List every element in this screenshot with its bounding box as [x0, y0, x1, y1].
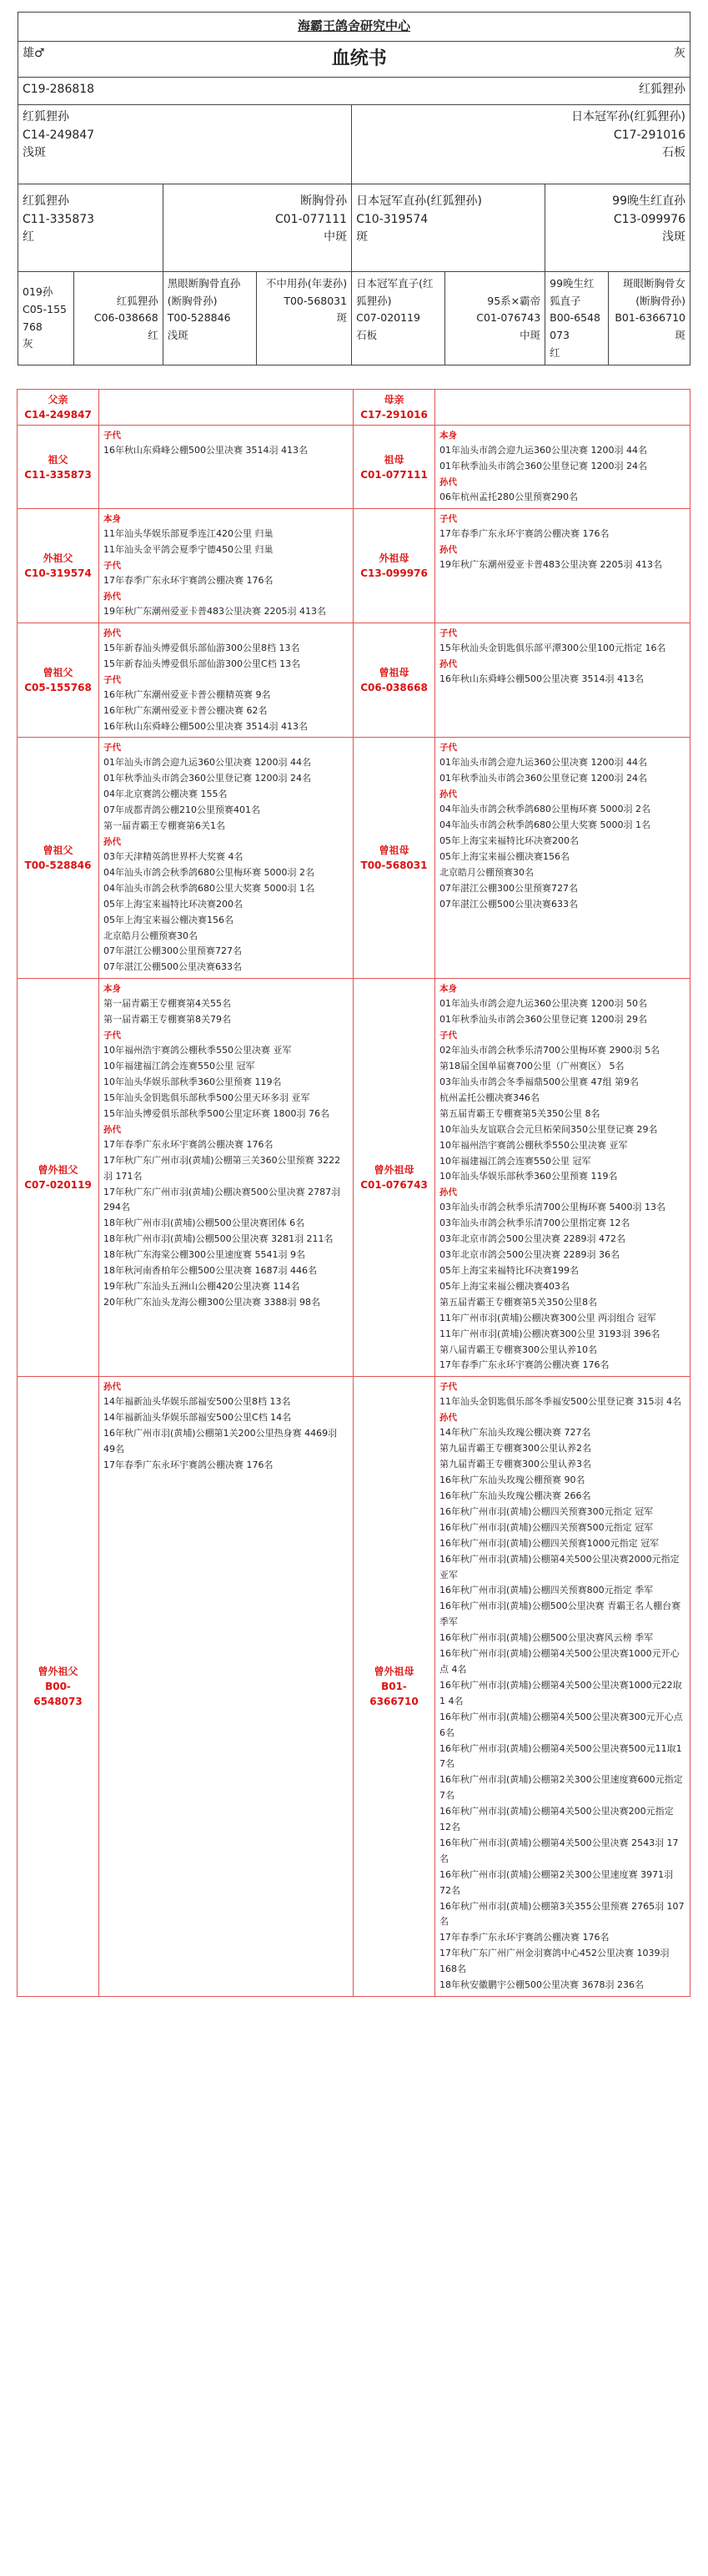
relation-label: 祖母	[384, 453, 404, 466]
sire-strain: 红狐狸孙	[23, 110, 69, 124]
record-line: 16年秋广州市羽(黄埔)公棚第4关500公里决赛200元指定 12名	[439, 1806, 674, 1833]
record-line: 18年秋河南香柏年公棚500公里决赛 1687羽 446名	[103, 1265, 317, 1277]
record-section-label: 子代	[439, 514, 457, 525]
record-line: 05年上海宝来福特比环决赛199名	[439, 1265, 579, 1277]
race-records-table	[17, 389, 690, 1997]
record-line: 01年秋季汕头市鸽会360公里登记赛 1200羽 29名	[439, 1014, 647, 1026]
record-line: 07年湛江公棚300公里预赛727名	[103, 945, 242, 957]
record-line: 20年秋广东汕头龙海公棚300公里决赛 3388羽 98名	[103, 1296, 320, 1308]
record-line: 16年秋广州市羽(黄埔)公棚第4关500公里决赛 2543羽 17名	[439, 1837, 679, 1864]
pedigree-chart	[18, 12, 690, 365]
great-grandparent-4	[256, 272, 351, 365]
paternal-grandsire-ring: C11-335873	[23, 212, 95, 226]
record-line: 17年春季广东永环宇赛鸽公棚决赛 176名	[103, 1138, 274, 1150]
record-line: 10年汕头华娱乐部秋季360公里预赛 119名	[103, 1076, 282, 1088]
record-line: 16年秋广州市羽(黄埔)公棚500公里决赛风云榜 季军	[439, 1632, 654, 1644]
dam-ring: C17-291016	[613, 128, 685, 142]
record-line: 19年秋广东潮州爱亚卡普483公里决赛 2205羽 413名	[103, 605, 326, 617]
record-section-label: 子代	[439, 628, 457, 638]
record-line: 10年福建福江鸽会连赛550公里 冠军	[103, 1061, 255, 1072]
relation-ring: C01-077111	[360, 468, 428, 481]
relation-ring: B01-6366710	[369, 1681, 419, 1708]
record-cell	[435, 979, 690, 1377]
record-line: 16年秋广州市羽(黄埔)公棚第4关500公里决赛1000元22取1 4名	[439, 1679, 682, 1706]
record-line: 14年秋广东汕头玫瑰公棚决赛 727名	[439, 1427, 591, 1439]
great-grandparent-8	[608, 272, 690, 365]
relation-ring: C07-020119	[24, 1179, 92, 1192]
record-line: 01年秋季汕头市鸽会360公里登记赛 1200羽 24名	[439, 773, 647, 784]
record-line: 04年汕头市鸽会秋季鸽680公里大奖赛 5000羽 1名	[439, 819, 650, 831]
record-line: 07年湛江公棚300公里预赛727名	[439, 882, 578, 894]
dam-cell	[352, 105, 690, 184]
record-line: 17年秋广东广州广州金羽赛鸽中心452公里决赛 1039羽 168名	[439, 1948, 670, 1975]
record-line: 01年汕头市鸽会迎九运360公里决赛 1200羽 44名	[439, 757, 647, 769]
record-line: 17年春季广东永环宇赛鸽公棚决赛 176名	[439, 1359, 610, 1371]
record-line: 10年汕头友谊联合会元旦柘荣间350公里登记赛 29名	[439, 1123, 658, 1135]
record-line: 05年上海宝来福特比环决赛200名	[103, 898, 243, 910]
record-section-label: 子代	[439, 743, 457, 754]
maternal-granddam-ring: C13-099976	[613, 212, 685, 226]
record-line: 17年春季广东永环宇赛鸽公棚决赛 176名	[439, 528, 610, 540]
record-line: 第一届青霸王专棚赛第4关55名	[103, 998, 231, 1010]
relation-ring: B00-6548073	[33, 1681, 83, 1708]
record-cell	[435, 509, 690, 623]
record-line: 11年汕头金钥匙俱乐部冬季福安500公里登记赛 315羽 4名	[439, 1396, 681, 1408]
relation-cell	[354, 738, 435, 979]
record-line: 第五届青霸王专棚赛第5关350公里 8名	[439, 1107, 600, 1119]
record-line: 05年上海宝来福公棚决赛156名	[439, 851, 570, 863]
relation-ring: C13-099976	[360, 567, 428, 579]
relation-ring: C11-335873	[24, 468, 92, 481]
record-section-label: 子代	[103, 560, 121, 571]
record-line: 17年秋广东广州市羽(黄埔)公棚第三关360公里预赛 3222羽 171名	[103, 1154, 341, 1182]
ggp-strain: 95系×霸帝	[487, 294, 541, 307]
record-line: 北京皓月公棚预赛30名	[103, 930, 198, 941]
record-line: 01年汕头市鸽会迎九运360公里决赛 1200羽 44名	[439, 445, 647, 456]
record-line: 杭州孟托公棚决赛346名	[439, 1091, 540, 1103]
record-line: 第九届青霸王专棚赛300公里认养3名	[439, 1459, 591, 1470]
record-line: 14年福新汕头华娱乐部福安500公里C档 14名	[103, 1412, 292, 1424]
record-section-label: 孙代	[103, 591, 121, 602]
maternal-granddam-strain: 99晚生红直孙	[612, 194, 685, 209]
relation-label: 母亲	[384, 394, 404, 406]
record-line: 07年湛江公棚500公里决赛633名	[439, 898, 578, 910]
relation-ring: C17-291016	[360, 409, 428, 421]
sire-cell	[18, 105, 352, 184]
record-line: 18年秋广州市羽(黄埔)公棚500公里决赛团体 6名	[103, 1217, 305, 1229]
relation-cell	[354, 623, 435, 738]
record-line: 15年新春汕头博爱俱乐部仙游300公里C档 13名	[103, 658, 301, 669]
record-line: 16年秋广州市羽(黄埔)公棚第4关500公里决赛2000元指定 亚军	[439, 1553, 680, 1580]
record-section-label: 子代	[103, 431, 121, 441]
relation-label: 外祖母	[379, 552, 409, 564]
record-section-label: 孙代	[103, 628, 121, 638]
paternal-granddam-cell	[163, 184, 351, 272]
record-line: 07年湛江公棚500公里决赛633名	[103, 961, 242, 973]
ggp-strain: 日本冠军直子(红狐狸孙)	[356, 277, 434, 307]
relation-label: 曾外祖父	[38, 1164, 78, 1177]
relation-cell	[18, 509, 99, 623]
record-cell	[435, 738, 690, 979]
paternal-grandsire-cell	[18, 184, 163, 272]
relation-ring: T00-568031	[360, 860, 428, 872]
record-line: 03年北京市鸽会500公里决赛 2289羽 36名	[439, 1249, 620, 1261]
record-section-label: 孙代	[439, 477, 457, 488]
record-line: 05年上海宝来福公棚决赛403名	[439, 1280, 570, 1292]
relation-ring: C01-076743	[360, 1179, 428, 1192]
great-grandparent-3	[163, 272, 256, 365]
relation-cell	[354, 426, 435, 509]
record-section-label: 本身	[103, 514, 121, 525]
record-line: 第一届青霸王专棚赛第8关79名	[103, 1014, 231, 1026]
organization-name: 海霸王鸽舍研究中心	[18, 13, 690, 42]
record-line: 10年福州浩宇赛鸽公棚秋季550公里决赛 亚军	[103, 1045, 292, 1056]
record-line: 15年汕头金钥匙俱乐部秋季500公里天环多羽 亚军	[103, 1091, 310, 1103]
relation-cell	[18, 390, 99, 426]
relation-cell	[18, 426, 99, 509]
record-line: 03年汕头市鸽会冬季福鼎500公里赛 47组 第9名	[439, 1076, 639, 1088]
record-row	[18, 509, 690, 623]
great-grandparent-6	[445, 272, 545, 365]
great-grandparent-7	[545, 272, 608, 365]
record-line: 16年秋广东潮州爱亚卡普公棚精英赛 9名	[103, 688, 271, 700]
record-line: 11年广州市羽(黄埔)公棚决赛300公里 3193羽 396名	[439, 1328, 660, 1339]
maternal-grandsire-cell	[352, 184, 545, 272]
record-line: 16年秋广东潮州爱亚卡普公棚决赛 62名	[103, 704, 268, 716]
relation-label: 曾祖父	[43, 844, 73, 857]
record-line: 07年成都青鸽公棚210公里预赛401名	[103, 804, 260, 816]
relation-ring: C05-155768	[24, 682, 92, 694]
record-line: 第一届青霸王专棚赛第6关1名	[103, 820, 225, 832]
relation-cell	[18, 738, 99, 979]
color-label: 灰	[674, 47, 685, 60]
relation-label: 曾外祖父	[38, 1666, 78, 1678]
relation-ring: C14-249847	[24, 409, 92, 421]
record-cell	[99, 979, 354, 1377]
record-line: 11年汕头金平鸽会夏季宁德450公里 归巢	[103, 543, 274, 555]
record-line: 17年秋广东广州市羽(黄埔)公棚决赛500公里决赛 2787羽 294名	[103, 1186, 341, 1213]
paternal-granddam-color: 中斑	[324, 230, 348, 244]
record-line: 19年秋广东汕头五洲山公棚420公里决赛 114名	[103, 1280, 300, 1292]
dam-color: 石板	[662, 146, 685, 160]
ggp-strain: 黑眼断胸骨直孙(断胸骨孙)	[167, 277, 241, 307]
ggp-color: 红	[148, 328, 158, 341]
record-line: 16年秋广州市羽(黄埔)公棚第4关500公里决赛1000元开心点 4名	[439, 1648, 680, 1675]
record-section-label: 子代	[439, 1031, 457, 1041]
record-cell	[435, 623, 690, 738]
record-row	[18, 1377, 690, 1997]
great-grandparent-5	[352, 272, 445, 365]
ggp-color: 斑	[336, 311, 348, 325]
paternal-grandsire-color: 红	[23, 230, 34, 244]
record-line: 03年北京市鸽会500公里决赛 2289羽 472名	[439, 1233, 625, 1245]
record-line: 05年上海宝来福特比环决赛200名	[439, 835, 579, 847]
record-section-label: 孙代	[103, 837, 121, 847]
record-line: 18年秋安徽鹏宇公棚500公里决赛 3678羽 236名	[439, 1979, 644, 1991]
record-line: 19年秋广东潮州爱亚卡普483公里决赛 2205羽 413名	[439, 559, 662, 571]
record-cell	[99, 738, 354, 979]
great-grandparent-2	[74, 272, 163, 365]
record-section-label: 孙代	[103, 1124, 121, 1135]
ggp-strain: 不中用孙(年妻孙)	[265, 277, 348, 290]
ggp-color: 斑	[675, 328, 685, 341]
record-line: 15年汕头博爱俱乐部秋季500公里定环赛 1800羽 76名	[103, 1107, 329, 1119]
record-line: 16年秋广东汕头玫瑰公棚预赛 90名	[439, 1475, 585, 1486]
record-row	[18, 738, 690, 979]
record-line: 15年秋汕头金钥匙俱乐部平潭300公里100元指定 16名	[439, 642, 666, 653]
relation-cell	[354, 509, 435, 623]
relation-label: 曾祖母	[379, 844, 409, 857]
record-line: 02年汕头市鸽会秋季乐清700公里梅环赛 2900羽 5名	[439, 1045, 660, 1056]
record-row	[18, 979, 690, 1377]
record-section-label: 本身	[439, 431, 457, 441]
record-section-label: 孙代	[439, 789, 457, 800]
record-line: 04年汕头市鸽会秋季鸽680公里梅环赛 5000羽 2名	[103, 866, 314, 878]
relation-label: 曾祖父	[43, 667, 73, 679]
subject-strain: 红狐狸孙	[639, 83, 685, 97]
record-line: 17年春季广东永环宇赛鸽公棚决赛 176名	[103, 1459, 274, 1471]
maternal-grandsire-color: 斑	[356, 230, 369, 244]
relation-label: 曾祖母	[379, 667, 409, 679]
record-section-label: 孙代	[439, 544, 457, 555]
record-line: 05年上海宝来福公棚决赛156名	[103, 914, 233, 925]
sex-label: 雄♂	[23, 47, 45, 60]
relation-label: 曾外祖母	[374, 1666, 414, 1678]
relation-ring: C10-319574	[24, 567, 92, 579]
subject-pigeon	[18, 78, 690, 105]
record-line: 03年汕头市鸽会秋季乐清700公里指定赛 12名	[439, 1217, 630, 1229]
record-line: 16年秋广州市羽(黄埔)公棚四关预赛800元指定 季军	[439, 1585, 654, 1596]
record-row	[18, 426, 690, 509]
sire-color: 浅斑	[23, 146, 46, 160]
record-line: 01年秋季汕头市鸽会360公里登记赛 1200羽 24名	[439, 461, 647, 472]
record-cell	[99, 390, 354, 426]
record-line: 04年汕头市鸽会秋季鸽680公里梅环赛 5000羽 2名	[439, 804, 650, 815]
relation-cell	[18, 1377, 99, 1997]
record-line: 16年秋广州市羽(黄埔)公棚第2关300公里速度赛 3971羽 72名	[439, 1868, 674, 1896]
relation-cell	[18, 979, 99, 1377]
record-line: 16年秋广州市羽(黄埔)公棚四关预赛300元指定 冠军	[439, 1505, 654, 1517]
record-line: 11年广州市羽(黄埔)公棚决赛300公里 两羽组合 冠军	[439, 1312, 656, 1323]
ggp-color: 浅斑	[167, 328, 188, 341]
record-section-label: 孙代	[103, 1382, 121, 1393]
maternal-granddam-cell	[545, 184, 690, 272]
record-line: 北京皓月公棚预赛30名	[439, 866, 534, 878]
record-line: 16年秋山东舜峰公棚500公里决赛 3514羽 413名	[439, 673, 644, 684]
record-line: 04年北京赛鸽公棚决赛 155名	[103, 789, 228, 800]
record-cell	[435, 1377, 690, 1997]
relation-label: 外祖父	[43, 552, 73, 564]
document-title: 血统书	[331, 48, 387, 69]
record-line: 10年汕头华娱乐部秋季360公里预赛 119名	[439, 1171, 618, 1182]
record-line: 第18届全国单届赛700公里（广州赛区） 5名	[439, 1061, 625, 1072]
record-line: 03年天津精英鸽世界杯大奖赛 4名	[103, 851, 244, 863]
record-line: 01年汕头市鸽会迎九运360公里决赛 1200羽 44名	[103, 757, 311, 769]
ggp-strain: 红狐狸孙	[116, 294, 158, 307]
record-row	[18, 390, 690, 426]
record-section-label: 子代	[103, 1031, 121, 1041]
record-cell	[435, 390, 690, 426]
record-line: 第五届青霸王专棚赛第5关350公里8名	[439, 1296, 597, 1308]
record-line: 16年秋广州市羽(黄埔)公棚第2关300公里速度赛600元指定 7名	[439, 1774, 683, 1802]
maternal-grandsire-strain: 日本冠军直孙(红狐狸孙)	[356, 194, 483, 209]
record-line: 01年秋季汕头市鸽会360公里登记赛 1200羽 24名	[103, 773, 311, 784]
ggp-strain: 019孙	[23, 285, 53, 299]
paternal-granddam-strain: 断胸骨孙	[300, 194, 348, 209]
ggp-color: 灰	[23, 337, 33, 350]
record-line: 01年汕头市鸽会迎九运360公里决赛 1200羽 50名	[439, 998, 647, 1010]
record-line: 17年春季广东永环宇赛鸽公棚决赛 176名	[103, 574, 274, 586]
sire-ring: C14-249847	[23, 128, 95, 142]
relation-ring: T00-528846	[24, 860, 92, 872]
record-line: 16年秋广州市羽(黄埔)公棚第4关500公里决赛500元11取1 7名	[439, 1742, 682, 1770]
record-cell	[99, 1377, 354, 1997]
paternal-granddam-ring: C01-077111	[275, 212, 348, 226]
ggp-ring: B00-6548073	[550, 311, 600, 341]
record-line: 03年汕头市鸽会秋季乐清700公里梅环赛 5400羽 13名	[439, 1202, 665, 1213]
record-line: 16年秋广东汕头玫瑰公棚决赛 266名	[439, 1490, 591, 1501]
record-line: 04年汕头市鸽会秋季鸽680公里大奖赛 5000羽 1名	[103, 882, 314, 894]
ggp-strain: 99晚生红狐直子	[550, 277, 595, 307]
ggp-ring: B01-6366710	[615, 311, 685, 325]
record-line: 16年秋山东舜峰公棚500公里决赛 3514羽 413名	[103, 445, 308, 456]
ggp-color: 中斑	[520, 328, 541, 341]
record-line: 11年汕头华娱乐部夏季连江420公里 归巢	[103, 528, 274, 540]
record-line: 16年秋广州市羽(黄埔)公棚第4关500公里决赛300元开心点 6名	[439, 1711, 683, 1738]
record-cell	[99, 509, 354, 623]
record-section-label: 孙代	[439, 1187, 457, 1198]
maternal-granddam-color: 浅斑	[662, 230, 685, 244]
ggp-ring: C07-020119	[356, 311, 420, 325]
relation-label: 曾外祖母	[374, 1164, 414, 1177]
record-section-label: 本身	[439, 984, 457, 995]
record-line: 16年秋广州市羽(黄埔)公棚500公里决赛 青霸王名人棚台赛 季军	[439, 1601, 681, 1628]
record-line: 10年福州浩宇赛鸽公棚秋季550公里决赛 亚军	[439, 1139, 628, 1151]
record-line: 18年秋广东海棠公棚300公里速度赛 5541羽 9名	[103, 1249, 305, 1261]
ggp-strain: 斑眼断胸骨女(断胸骨孙)	[622, 277, 685, 307]
record-line: 18年秋广州市羽(黄埔)公棚500公里决赛 3281羽 211名	[103, 1233, 334, 1245]
record-section-label: 孙代	[439, 658, 457, 669]
record-line: 第八届青霸王专棚赛300公里认养10名	[439, 1343, 597, 1355]
relation-cell	[354, 390, 435, 426]
relation-cell	[354, 1377, 435, 1997]
record-section-label: 孙代	[439, 1413, 457, 1424]
record-line: 17年春季广东永环宇赛鸽公棚决赛 176名	[439, 1932, 610, 1943]
dam-strain: 日本冠军孙(红狐狸孙)	[571, 110, 685, 124]
record-row	[18, 623, 690, 738]
ggp-ring: C01-076743	[476, 311, 541, 325]
record-cell	[435, 426, 690, 509]
relation-cell	[354, 979, 435, 1377]
record-cell	[99, 426, 354, 509]
record-line: 第九届青霸王专棚赛300公里认养2名	[439, 1443, 591, 1454]
relation-ring: C06-038668	[360, 682, 428, 694]
record-line: 16年秋广州市羽(黄埔)公棚第3关355公里预赛 2765羽 107名	[439, 1900, 685, 1928]
ggp-color: 石板	[356, 328, 378, 341]
great-grandparent-1	[18, 272, 74, 365]
record-cell	[99, 623, 354, 738]
record-line: 16年秋山东舜峰公棚500公里决赛 3514羽 413名	[103, 720, 308, 732]
record-line: 06年杭州孟托280公里预赛290名	[439, 492, 578, 503]
ggp-ring: C06-038668	[93, 311, 158, 325]
ggp-color: 红	[550, 345, 560, 359]
relation-label: 父亲	[48, 394, 68, 406]
ggp-ring: T00-528846	[167, 311, 231, 325]
record-section-label: 子代	[103, 743, 121, 754]
record-line: 16年秋广州市羽(黄埔)公棚四关预赛500元指定 冠军	[439, 1521, 654, 1533]
record-line: 14年福新汕头华娱乐部福安500公里8档 13名	[103, 1396, 291, 1408]
ggp-ring: T00-568031	[284, 294, 348, 307]
record-line: 16年秋广州市羽(黄埔)公棚第1关200公里热身赛 4469羽 49名	[103, 1428, 338, 1455]
title-row	[18, 42, 690, 78]
paternal-grandsire-strain: 红狐狸孙	[23, 194, 69, 209]
record-line: 10年福建福江鸽会连赛550公里 冠军	[439, 1155, 591, 1167]
maternal-grandsire-ring: C10-319574	[356, 212, 429, 226]
record-section-label: 本身	[103, 984, 121, 995]
subject-ring: C19-286818	[23, 83, 95, 97]
record-line: 15年新春汕头博爱俱乐部仙游300公里8档 13名	[103, 642, 300, 653]
record-line: 16年秋广州市羽(黄埔)公棚四关预赛1000元指定 冠军	[439, 1537, 660, 1549]
relation-cell	[18, 623, 99, 738]
ggp-ring: C05-155768	[23, 303, 68, 333]
record-section-label: 子代	[103, 674, 121, 685]
relation-label: 祖父	[48, 453, 68, 466]
record-section-label: 子代	[439, 1382, 457, 1393]
